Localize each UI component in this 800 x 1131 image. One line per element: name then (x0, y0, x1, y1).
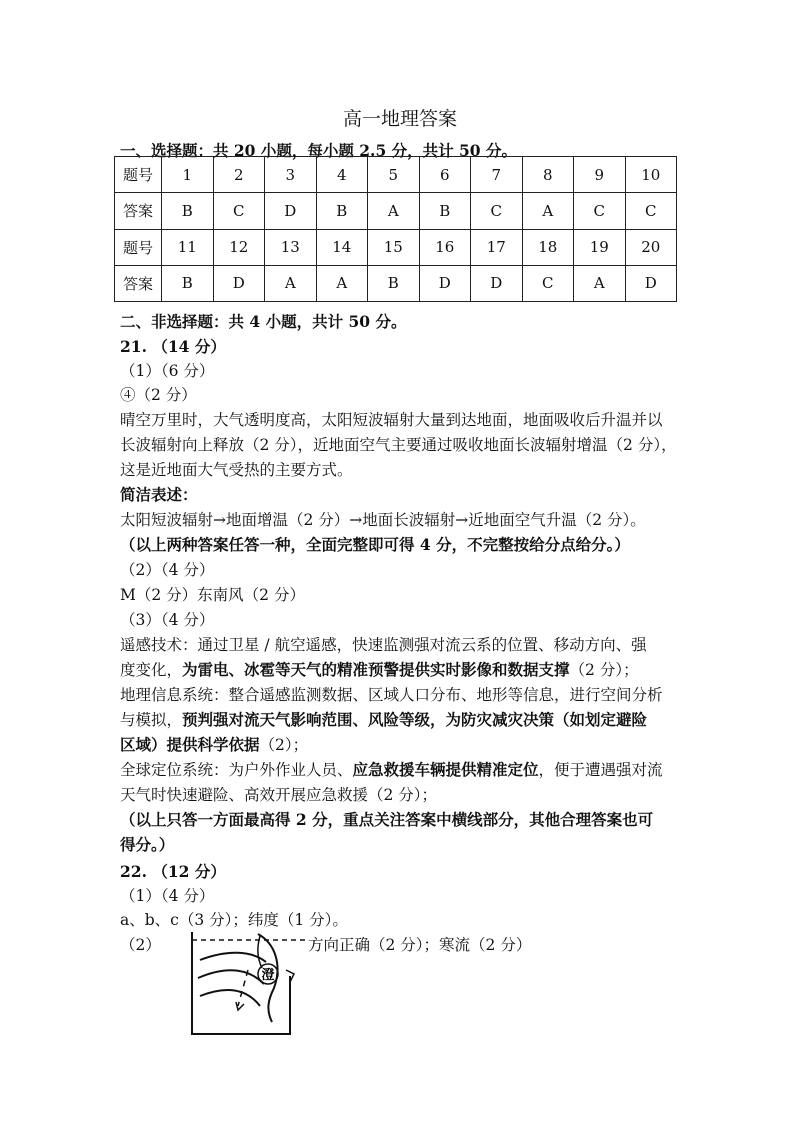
table-cell: 14 (316, 229, 368, 265)
table-cell: C (625, 193, 677, 229)
table-cell: 11 (162, 229, 214, 265)
q21-answer1: ④（2 分） (120, 386, 197, 404)
table-cell: B (368, 265, 420, 301)
table-cell: B (162, 265, 214, 301)
table-cell: 5 (368, 157, 420, 193)
table-cell: A (316, 265, 368, 301)
rs-line1: 遥感技术：通过卫星 / 航空遥感，快速监测强对流云系的位置、移动方向、强 (120, 636, 647, 654)
q22-answer2: 方向正确（2 分）；寒流（2 分） (308, 936, 532, 954)
table-cell: 20 (625, 229, 677, 265)
table-cell: B (162, 193, 214, 229)
gps-line1-key: 应急救援车辆提供精准定位 (352, 760, 539, 779)
table-cell: 9 (574, 157, 626, 193)
table-cell: 16 (419, 229, 471, 265)
table-row (115, 229, 677, 265)
q21-text-line3: 这是近地面大气受热的主要方式。 (120, 461, 353, 479)
page-title: 高一地理答案 (342, 108, 457, 130)
table-cell: B (316, 193, 368, 229)
table-row (115, 193, 677, 229)
gis-line3-score: （2）； (259, 736, 309, 754)
q21-note1: （以上两种答案任答一种，全面完整即可得 4 分，不完整按给分点给分。） (120, 535, 630, 554)
gis-line3-key: 区域）提供科学依据 (120, 735, 260, 754)
table-cell: 12 (213, 229, 265, 265)
table-cell: 17 (471, 229, 523, 265)
q22-sub2: （2） (120, 936, 161, 954)
gps-line1-plain: 全球定位系统：为户外作业人员、 (120, 761, 353, 779)
q21-sub3: （3）（4 分） (120, 611, 215, 629)
rs-line2-key: 为雷电、冰雹等天气的精准预警提供实时影像和数据支撑 (182, 660, 570, 679)
q21-sub1: （1）（6 分） (120, 362, 215, 380)
gis-line3 (120, 733, 308, 755)
table-cell: 10 (625, 157, 677, 193)
current-line (258, 936, 262, 968)
part2-heading: 二、非选择题：共 4 小题，共计 50 分。 (120, 312, 407, 331)
q22-answer1: a、b、c（3 分）；纬度（1 分）。 (120, 911, 348, 929)
rs-line2 (120, 658, 639, 680)
table-cell: A (368, 193, 420, 229)
q21-note2-line1: （以上只答一方面最高得 2 分，重点关注答案中横线部分，其他合理答案也可 (120, 810, 654, 829)
table-cell: 6 (419, 157, 471, 193)
table-row-header: 题号 (115, 157, 162, 193)
q21-note2-line2: 得分。） (120, 835, 175, 854)
table-cell: A (522, 193, 574, 229)
q21-brief-text: 太阳短波辐射→地面增温（2 分）→地面长波辐射→近地面空气升温（2 分）。 (120, 511, 646, 529)
table-row-header: 答案 (115, 265, 162, 301)
gps-line2: 天气时快速避险、高效开展应急救援（2 分）； (120, 786, 438, 804)
gps-line1-rest: ，便于遭遇强对流 (538, 761, 663, 779)
isotherm-line-3 (200, 990, 260, 1006)
table-row (115, 157, 677, 193)
q21-answer2: M（2 分）东南风（2 分） (120, 586, 305, 604)
table-cell: 1 (162, 157, 214, 193)
table-cell: 13 (265, 229, 317, 265)
table-cell: D (213, 265, 265, 301)
gis-line1: 地理信息系统：整合遥感监测数据、区域人口分布、地形等信息，进行空间分析 (120, 686, 663, 704)
q22-heading: 22. （12 分） (120, 862, 226, 881)
table-cell: D (419, 265, 471, 301)
current-arrow-line (238, 970, 248, 1006)
q22-sub1: （1）（4 分） (120, 887, 215, 905)
table-row (115, 265, 677, 301)
table-cell: 2 (213, 157, 265, 193)
table-cell: B (419, 193, 471, 229)
table-cell: A (574, 265, 626, 301)
table-cell: 15 (368, 229, 420, 265)
table-cell: C (471, 193, 523, 229)
answer-table (114, 156, 677, 302)
ocean-current-sketch-map (186, 930, 311, 1040)
q21-text-line2: 长波辐射向上释放（2 分），近地面空气主要通过吸收地面长波辐射增温（2 分）， (120, 436, 677, 454)
q21-brief-label: 简洁表述： (120, 485, 198, 504)
isotherm-line-1 (200, 953, 266, 962)
table-cell: 3 (265, 157, 317, 193)
rs-line2-score: （2 分）； (569, 661, 639, 679)
table-cell: 18 (522, 229, 574, 265)
map-label: 澄 (261, 968, 275, 983)
gis-line2-plain: 与模拟， (120, 711, 183, 729)
table-row-header: 题号 (115, 229, 162, 265)
q21-heading: 21. （14 分） (120, 337, 226, 356)
table-cell: D (265, 193, 317, 229)
arrow-head (236, 1002, 244, 1010)
q21-text-line1: 晴空万里时，大气透明度高，太阳短波辐射大量到达地面，地面吸收后升温并以 (120, 411, 663, 429)
table-row-header: 答案 (115, 193, 162, 229)
gis-line2 (120, 708, 647, 730)
table-cell: D (625, 265, 677, 301)
gps-line1 (120, 758, 663, 780)
table-cell: A (265, 265, 317, 301)
part1-heading: 一、选择题：共 20 小题，每小题 2.5 分，共计 50 分。 (120, 141, 517, 160)
gis-line2-key: 预判强对流天气影响范围、风险等级，为防灾减灾决策（如划定避险 (182, 710, 648, 729)
table-cell: C (522, 265, 574, 301)
table-cell: 19 (574, 229, 626, 265)
isotherm-line-2 (198, 970, 264, 984)
q21-sub2: （2）（4 分） (120, 561, 215, 579)
rs-line2-plain: 度变化， (120, 661, 183, 679)
table-cell: 7 (471, 157, 523, 193)
table-cell: 8 (522, 157, 574, 193)
table-cell: D (471, 265, 523, 301)
table-cell: C (213, 193, 265, 229)
table-cell: 4 (316, 157, 368, 193)
table-cell: C (574, 193, 626, 229)
